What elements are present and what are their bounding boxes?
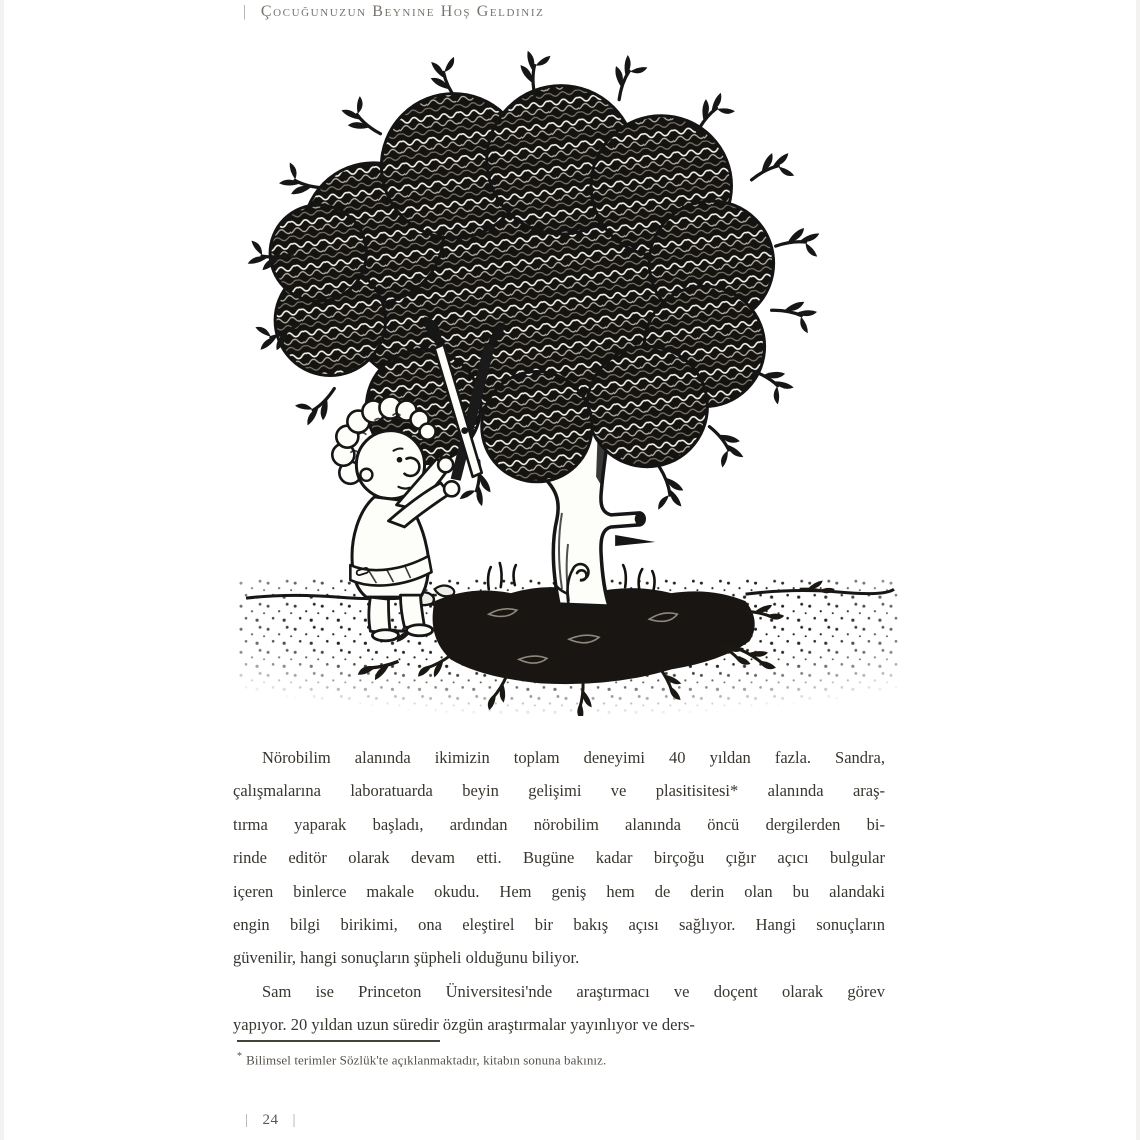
running-title: Çocuğunuzun Beynine Hoş Geldiniz <box>260 3 545 20</box>
text-line: güvenilir, hangi sonuçların şüpheli olduğunu biliyor. <box>233 948 580 968</box>
text-line: Sam ise Princeton Üniversitesi'nde araştırmacı ve doçent olarak görev <box>262 981 885 1001</box>
page-number: 24 <box>262 1112 279 1128</box>
text-line: çalışmalarına laboratuarda beyin gelişimi ve plasitisitesi* alanında araş- <box>233 781 885 801</box>
text-line: engin bilgi birikimi, ona eleştirel bir bakış açısı sağlıyor. Hangi sonuçların <box>233 915 885 935</box>
footer-left-bar: | <box>245 1112 249 1128</box>
footnote-rule <box>237 1040 440 1042</box>
header-separator: | <box>243 3 248 20</box>
text-line: tırma yaparak başladı, ardından nörobilim alanında öncü dergilerden bi- <box>233 814 885 834</box>
footnote-marker: * <box>237 1051 243 1062</box>
toddler-hand-upper <box>438 457 453 472</box>
footer-right-bar: | <box>292 1112 297 1128</box>
footnote-text: Bilimsel terimler Sözlük'te açıklanmaktadır, kitabın sonuna bakınız. <box>246 1052 607 1068</box>
body-text <box>233 741 885 1042</box>
text-line: rinde editör olarak devam etti. Bugüne kadar birçoğu çığır açıcı bulgular <box>233 848 885 868</box>
footnote <box>237 1051 797 1068</box>
page-footer <box>245 1112 296 1129</box>
toddler-hand-lower <box>444 481 459 496</box>
page-edge-left <box>0 0 4 1140</box>
text-line: yapıyor. 20 yıldan uzun süredir özgün araştırmalar yayınlıyor ve ders- <box>233 1015 695 1035</box>
brain-tree-illustration <box>238 46 900 716</box>
text-line: Nörobilim alanında ikimizin toplam deneyimi 40 yıldan fazla. Sandra, <box>262 748 885 767</box>
page-edge-right <box>1136 0 1140 1140</box>
running-header <box>243 3 903 21</box>
text-line: içeren binlerce makale okudu. Hem geniş hem de derin olan bu alandaki <box>233 881 885 901</box>
